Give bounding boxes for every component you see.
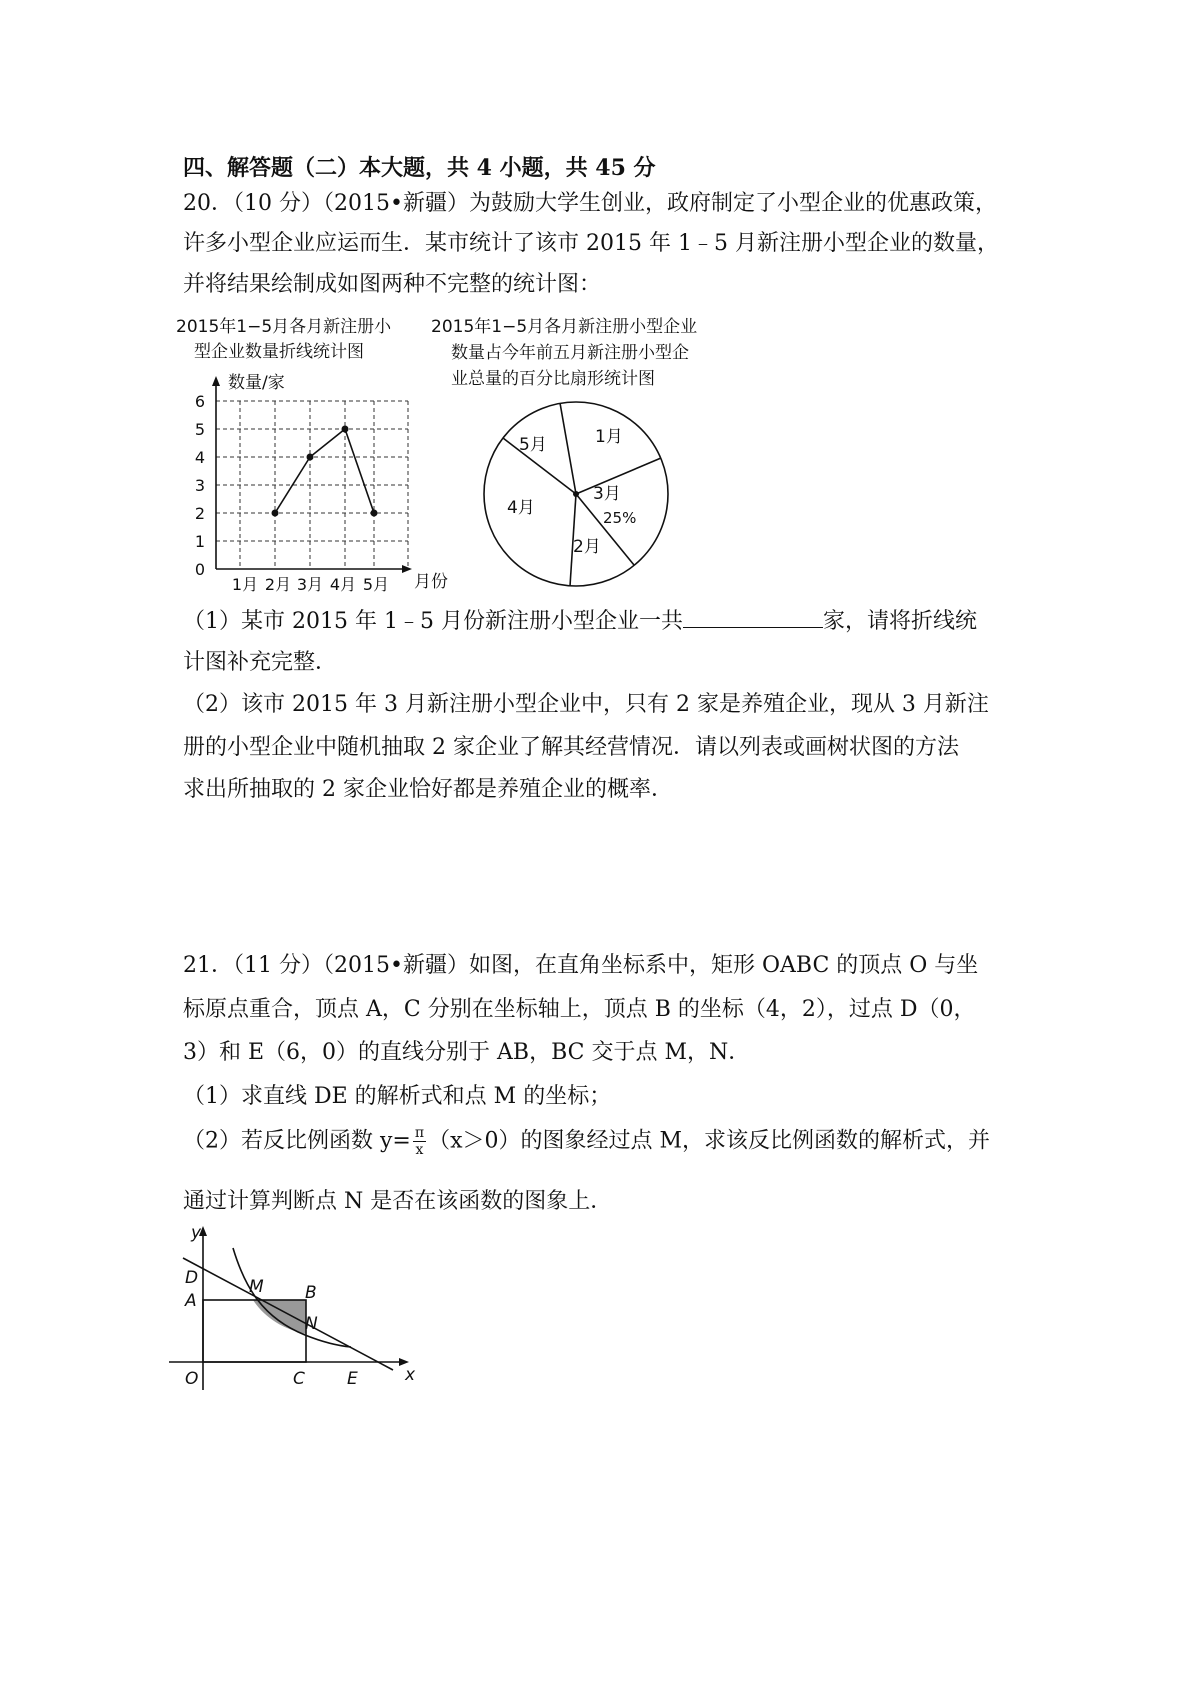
- y-tick: 6: [194, 392, 206, 411]
- q21-part2-prefix: （2）若反比例函数 y=: [183, 1128, 411, 1154]
- section-header: 四、解答题（二）本大题，共 4 小题，共 45 分: [183, 155, 656, 181]
- line-chart-y-label: 数量/家: [228, 373, 285, 393]
- label-d: D: [185, 1268, 199, 1288]
- data-point: [371, 510, 378, 517]
- x-tick: 3月: [296, 575, 324, 594]
- label-n: N: [305, 1314, 318, 1334]
- hyperbola-curve: [233, 1248, 351, 1347]
- pie-label-mar: 3月: [593, 484, 621, 504]
- fraction: [413, 1125, 426, 1158]
- series-segment: [310, 429, 345, 457]
- line-chart-series: [272, 426, 378, 517]
- label-x: x: [405, 1365, 416, 1385]
- label-b: B: [305, 1283, 317, 1303]
- fraction-denominator: x: [415, 1142, 424, 1158]
- q21-line-3: 3）和 E（6，0）的直线分别于 AB，BC 交于点 M，N．: [183, 1040, 751, 1065]
- q21-part2-line-1: [183, 1125, 990, 1158]
- y-axis-arrow-icon: [212, 376, 220, 386]
- pie-center: [573, 491, 579, 497]
- series-segment: [345, 429, 374, 513]
- pie-label-feb: 2月: [573, 537, 601, 557]
- y-tick: 4: [194, 448, 206, 467]
- pie-slice-boundary: [560, 403, 576, 494]
- q21-part2-suffix: （x＞0）的图象经过点 M，求该反比例函数的解析式，并: [428, 1128, 990, 1154]
- line-chart-grid: [216, 401, 408, 569]
- data-point: [272, 510, 279, 517]
- q20-part1-prefix: （1）某市 2015 年 1﹣5 月份新注册小型企业一共: [183, 609, 683, 634]
- x-tick: 4月: [329, 575, 357, 594]
- q20-line-1: 20．（10 分）（2015•新疆）为鼓励大学生创业，政府制定了小型企业的优惠政策，: [183, 191, 997, 216]
- q21-line-1: 21．（11 分）（2015•新疆）如图，在直角坐标系中，矩形 OABC 的顶点 O 与坐: [183, 953, 979, 978]
- data-point: [307, 454, 314, 461]
- y-tick: 1: [194, 532, 206, 551]
- q20-part1-suffix: 家，请将折线统: [822, 609, 977, 634]
- q20-part1-line-1: [183, 607, 977, 637]
- pie-label-may: 5月: [519, 435, 547, 455]
- pie-chart-title-2: 数量占今年前五月新注册小型企: [451, 343, 689, 363]
- q21-part2-line-2: 通过计算判断点 N 是否在该函数的图象上．: [183, 1189, 613, 1214]
- geometry-figure: [165, 1220, 430, 1400]
- q20-part2-line-2: 册的小型企业中随机抽取 2 家企业了解其经营情况．请以列表或画树状图的方法: [183, 735, 959, 760]
- data-point: [342, 426, 349, 433]
- answer-blank[interactable]: [683, 607, 823, 628]
- pie-label-jan: 1月: [595, 427, 623, 447]
- line-chart-title-1: 2015年1−5月各月新注册小: [176, 317, 392, 337]
- q20-part2-line-1: （2）该市 2015 年 3 月新注册小型企业中，只有 2 家是养殖企业，现从 3 月新注: [183, 692, 989, 717]
- pie-label-apr: 4月: [507, 498, 535, 518]
- q21-part1: （1）求直线 DE 的解析式和点 M 的坐标；: [183, 1084, 612, 1109]
- pie-label-mar-percent: 25%: [603, 509, 637, 527]
- label-o: O: [185, 1369, 199, 1389]
- label-a: A: [185, 1291, 197, 1311]
- x-tick: 5月: [362, 575, 390, 594]
- q20-line-3: 并将结果绘制成如图两种不完整的统计图：: [183, 272, 602, 297]
- pie-chart-title-3: 业总量的百分比扇形统计图: [451, 369, 655, 389]
- pie-chart-title-1: 2015年1−5月各月新注册小型企业: [431, 317, 698, 337]
- fraction-numerator: π: [414, 1125, 425, 1141]
- x-tick: 2月: [264, 575, 292, 594]
- line-de: [183, 1258, 393, 1370]
- y-tick: 5: [194, 420, 206, 439]
- line-chart-title-2: 型企业数量折线统计图: [194, 342, 364, 362]
- label-e: E: [347, 1369, 358, 1389]
- label-y: y: [191, 1223, 202, 1243]
- y-tick: 2: [194, 504, 206, 523]
- label-m: M: [249, 1277, 264, 1297]
- label-c: C: [293, 1369, 305, 1389]
- q20-line-2: 许多小型企业应运而生．某市统计了该市 2015 年 1﹣5 月新注册小型企业的数量，: [183, 231, 999, 256]
- q20-part1-line-2: 计图补充完整．: [183, 650, 338, 675]
- q20-part2-line-3: 求出所抽取的 2 家企业恰好都是养殖企业的概率．: [183, 777, 673, 802]
- q21-line-2: 标原点重合，顶点 A，C 分别在坐标轴上，顶点 B 的坐标（4，2），过点 D（0，: [183, 997, 976, 1022]
- y-tick: 0: [194, 560, 206, 579]
- x-axis-arrow-icon: [402, 565, 412, 573]
- y-tick: 3: [194, 476, 206, 495]
- x-tick: 1月: [231, 575, 259, 594]
- line-chart-x-label: 月份: [414, 572, 448, 592]
- pie-chart: [425, 310, 765, 600]
